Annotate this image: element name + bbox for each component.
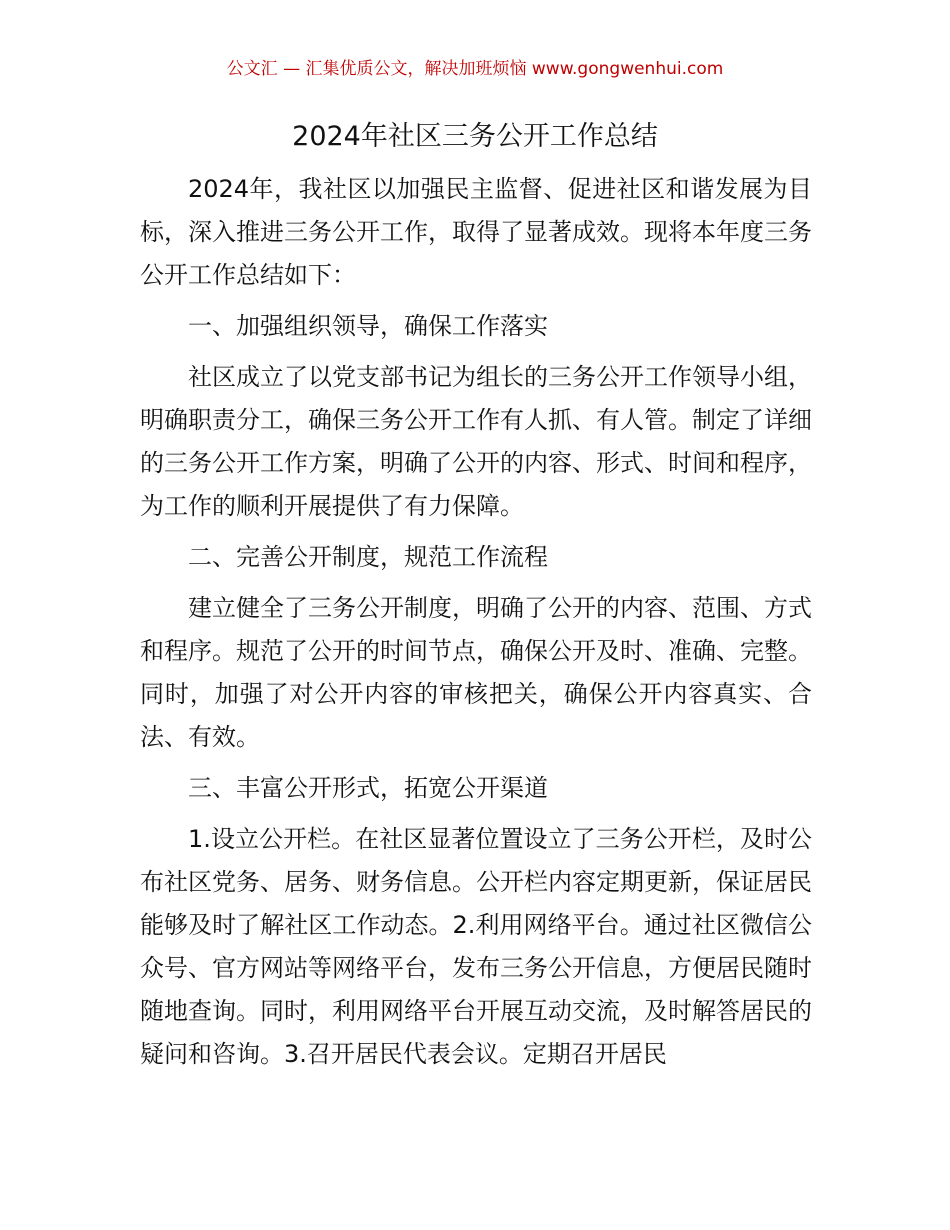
section-3-body: 1.设立公开栏。在社区显著位置设立了三务公开栏，及时公布社区党务、居务、财务信息。公开栏内容定期更新，保证居民能够及时了解社区工作动态。2.利用网络平台。通过社区微信公众号、官方网站等网络平台，发布三务公开信息，方便居民随时随地查询。同时，利用网络平台开展互动交流，及时解答居民的疑问和咨询。3.召开居民代表会议。定期召开居民	[140, 825, 812, 1068]
watermark-header: 公文汇 — 汇集优质公文，解决加班烦恼 www.gongwenhui.com	[226, 59, 724, 79]
section-2-body: 建立健全了三务公开制度，明确了公开的内容、范围、方式和程序。规范了公开的时间节点，确保公开及时、准确、完整。同时，加强了对公开内容的审核把关，确保公开内容真实、合法、有效。	[140, 594, 812, 751]
section-2-heading: 二、完善公开制度，规范工作流程	[188, 543, 548, 571]
document-body	[140, 168, 812, 1084]
section-1-body: 社区成立了以党支部书记为组长的三务公开工作领导小组，明确职责分工，确保三务公开工作有人抓、有人管。制定了详细的三务公开工作方案，明确了公开的内容、形式、时间和程序，为工作的顺利开展提供了有力保障。	[140, 363, 812, 520]
intro-paragraph: 2024年，我社区以加强民主监督、促进社区和谐发展为目标，深入推进三务公开工作，取得了显著成效。现将本年度三务公开工作总结如下：	[140, 175, 812, 289]
section-1-heading: 一、加强组织领导，确保工作落实	[188, 312, 548, 340]
section-3-heading: 三、丰富公开形式，拓宽公开渠道	[188, 774, 548, 802]
document-title: 2024年社区三务公开工作总结	[292, 121, 658, 152]
